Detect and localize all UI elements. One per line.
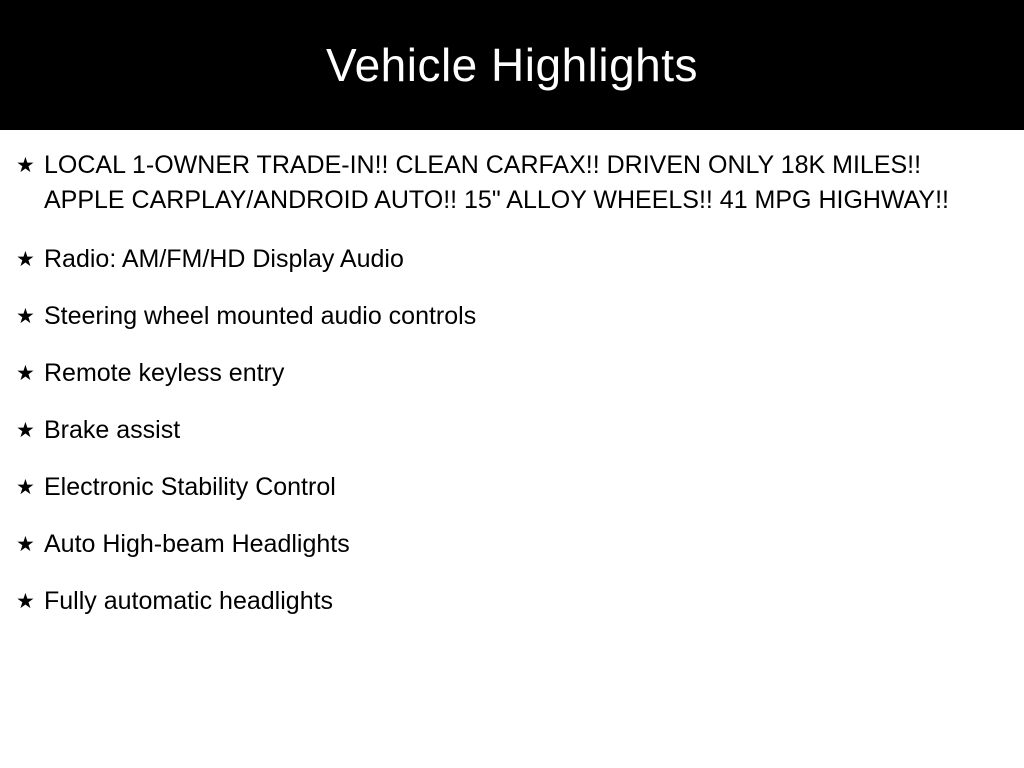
star-icon: ★ [16,305,35,328]
list-item [14,584,1010,619]
highlight-text: Fully automatic headlights [44,587,334,615]
highlight-text: Auto High-beam Headlights [44,530,350,558]
star-icon: ★ [16,154,35,177]
list-item [14,242,1010,277]
page-title: Vehicle Highlights [325,38,699,91]
highlight-text: LOCAL 1-OWNER TRADE-IN!! CLEAN CARFAX!! DRIVEN ONLY 18K MILES!! APPLE CARPLAY/ANDROID AUTO!! 15" ALLOY WHEELS!! 41 MPG HIGHWAY!! [44,151,949,214]
list-item [14,470,1010,505]
page-header-banner [0,0,1024,130]
vehicle-highlights-list [0,130,1024,619]
list-item [14,413,1010,448]
star-icon: ★ [16,590,35,613]
star-icon: ★ [16,476,35,499]
list-item [14,148,1010,218]
star-icon: ★ [16,419,35,442]
star-icon: ★ [16,362,35,385]
star-icon: ★ [16,533,35,556]
highlight-text: Steering wheel mounted audio controls [44,302,477,330]
highlight-text: Electronic Stability Control [44,473,336,501]
list-item [14,527,1010,562]
star-icon: ★ [16,248,35,271]
list-item [14,356,1010,391]
list-item [14,299,1010,334]
highlight-text: Brake assist [44,416,181,444]
highlight-text: Radio: AM/FM/HD Display Audio [44,245,404,273]
highlight-text: Remote keyless entry [44,359,285,387]
